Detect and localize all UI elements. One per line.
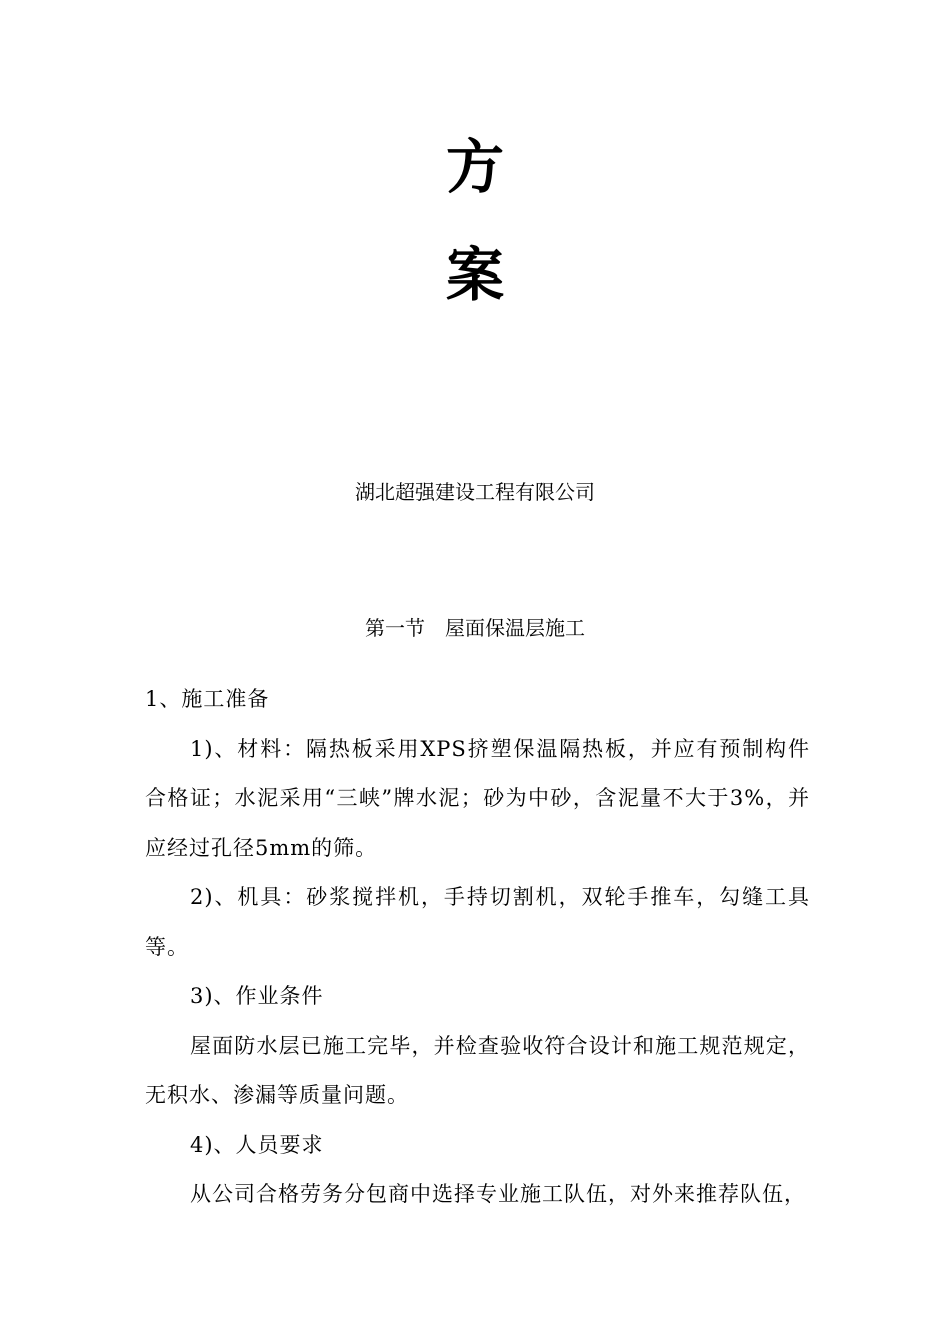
paragraph-personnel: 从公司合格劳务分包商中选择专业施工队伍，对外来推荐队伍， [190, 1182, 806, 1206]
paragraph-tools: 2)、机具：砂浆搅拌机，手持切割机，双轮手推车，勾缝工具等。 [145, 885, 810, 959]
paragraph-materials: 1)、材料：隔热板采用XPS挤塑保温隔热板，并应有预制构件合格证；水泥采用“三峡”牌水泥；砂为中砂，含泥量不大于3%，并应经过孔径5mm的筛。 [145, 736, 810, 860]
paragraph-work-conditions-heading: 3)、作业条件 [190, 984, 324, 1008]
company-name: 湖北超强建设工程有限公司 [355, 480, 595, 504]
section-body [145, 675, 810, 1220]
cover-title-char-1: 方 [445, 133, 504, 201]
paragraph-work-conditions: 屋面防水层已施工完毕，并检查验收符合设计和施工规范规定，无积水、渗漏等质量问题。 [145, 1033, 810, 1107]
subheading-construction-prep: 1、施工准备 [145, 687, 270, 711]
paragraph-personnel-heading: 4)、人员要求 [190, 1132, 324, 1157]
section-heading: 第一节 屋面保温层施工 [365, 616, 585, 640]
cover-title-char-2: 案 [445, 241, 504, 309]
